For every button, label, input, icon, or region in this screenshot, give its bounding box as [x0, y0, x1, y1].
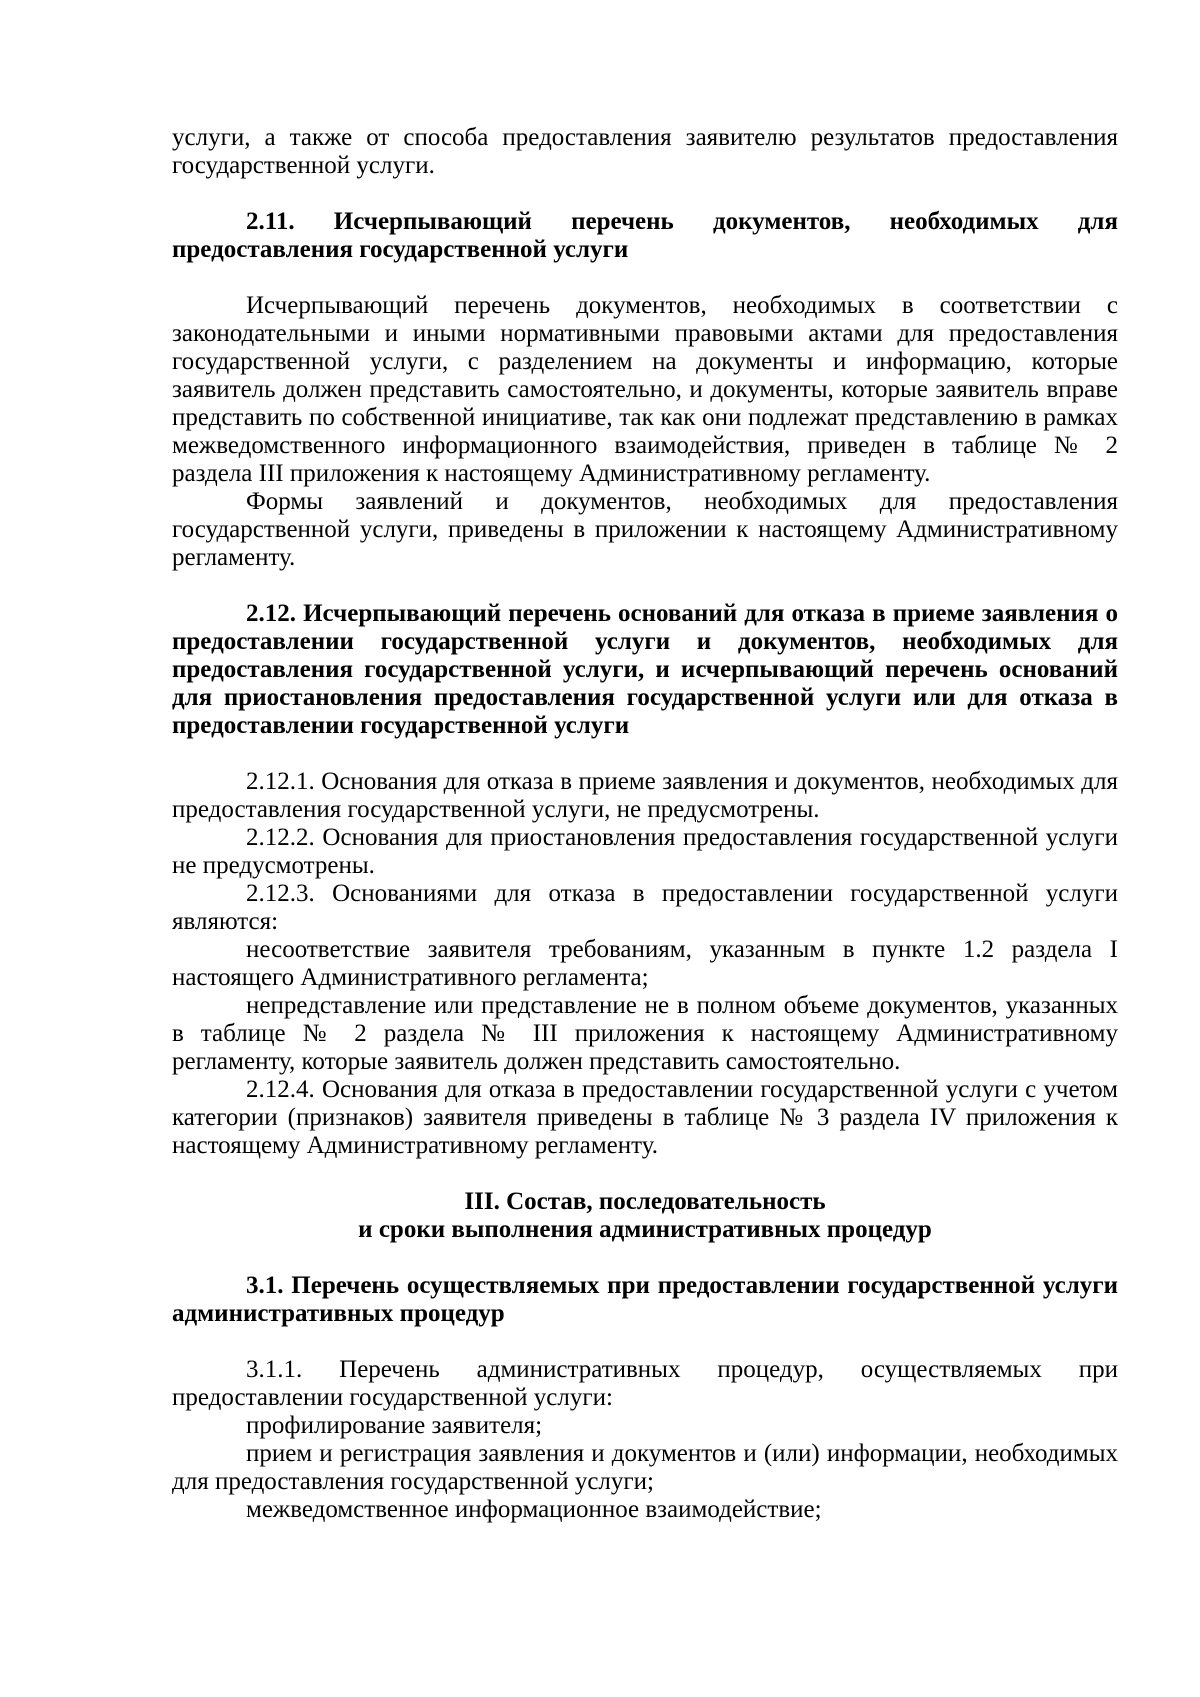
section-2-11-paragraph: Исчерпывающий перечень документов, необходимых в соответствии с законодательными и иными нормативными правовыми актами для предоставления государственной услуги, с разделением на документы и информацию, которые заявитель должен представить самостоятельно, и документы, которые заявитель вправе представить по собственной инициативе, так как они подлежат представлению в рамках межведомственного информационного взаимодействия, приведен в таблице № 2 раздела III приложения к настоящему Административному регламенту. — [172, 292, 1118, 487]
section-2-12-paragraph: 2.12.1. Основания для отказа в приеме заявления и документов, необходимых для предоставления государственной услуги, не предусмотрены. — [172, 768, 1118, 823]
document-page — [172, 124, 1118, 1524]
section-2-12-heading: 2.12. Исчерпывающий перечень оснований для отказа в приеме заявления о предоставлении государственной услуги и документов, необходимых для предоставления государственной услуги, и исчерпывающий перечень оснований для приостановления предоставления государственной услуги или для отказа в предоставлении государственной услуги — [172, 600, 1118, 739]
chapter-3-title-line-1: III. Состав, последовательность — [464, 1188, 826, 1215]
section-2-11-heading: 2.11. Исчерпывающий перечень документов, необходимых для предоставления государственной услуги — [172, 208, 1118, 263]
section-2-12-paragraph: несоответствие заявителя требованиям, указанным в пункте 1.2 раздела I настоящего Административного регламента; — [172, 936, 1118, 991]
section-3-1-paragraph: межведомственное информационное взаимодействие; — [246, 1496, 822, 1523]
section-3-1-paragraph: 3.1.1. Перечень административных процедур, осуществляемых при предоставлении государственной услуги: — [172, 1356, 1118, 1411]
section-2-12-paragraph: 2.12.4. Основания для отказа в предоставлении государственной услуги с учетом категории (признаков) заявителя приведены в таблице № 3 раздела IV приложения к настоящему Административному регламенту. — [172, 1076, 1118, 1159]
section-2-11-paragraph: Формы заявлений и документов, необходимых для предоставления государственной услуги, приведены в приложении к настоящему Административному регламенту. — [172, 488, 1118, 571]
chapter-3-title-line-2: и сроки выполнения административных процедур — [358, 1216, 932, 1243]
section-3-1-paragraph: профилирование заявителя; — [246, 1412, 543, 1439]
section-3-1-paragraph: прием и регистрация заявления и документов и (или) информации, необходимых для предоставления государственной услуги; — [172, 1440, 1118, 1495]
section-3-1-heading: 3.1. Перечень осуществляемых при предоставлении государственной услуги административных процедур — [172, 1272, 1118, 1327]
section-2-12-paragraph: непредставление или представление не в полном объеме документов, указанных в таблице № 2 раздела № III приложения к настоящему Административному регламенту, которые заявитель должен представить самостоятельно. — [172, 992, 1118, 1075]
section-2-12-paragraph: 2.12.2. Основания для приостановления предоставления государственной услуги не предусмотрены. — [172, 824, 1118, 879]
intro-paragraph: услуги, а также от способа предоставления заявителю результатов предоставления государственной услуги. — [172, 124, 1118, 179]
section-2-12-paragraph: 2.12.3. Основаниями для отказа в предоставлении государственной услуги являются: — [172, 880, 1118, 935]
